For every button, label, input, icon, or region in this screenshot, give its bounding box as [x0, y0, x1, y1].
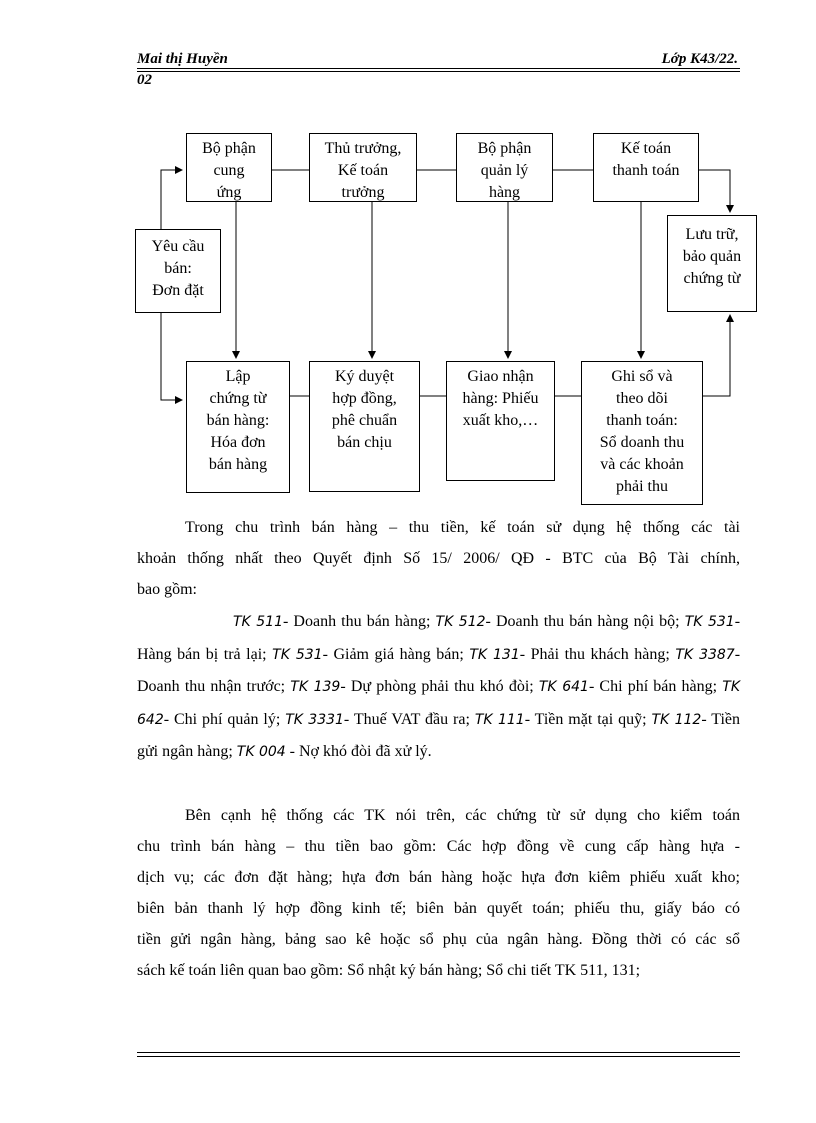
box-line: Kế toán: [337, 162, 389, 179]
box-director: [309, 133, 417, 202]
box-line: Sổ doanh thu: [599, 434, 685, 451]
box-line: Thủ trưởng,: [324, 140, 402, 157]
box-line: Ký duyệt: [334, 368, 395, 385]
box-line: Giao nhận: [467, 368, 534, 385]
text-line: bao gồm:: [137, 581, 197, 598]
box-ledger-recording: [581, 361, 703, 505]
box-line: và các khoản: [600, 456, 684, 473]
footer-rule-bottom: [137, 1056, 740, 1057]
account-desc: - Thuế VAT đầu ra;: [343, 710, 475, 728]
account-code: TK 512: [435, 614, 486, 630]
box-line: thanh toán:: [606, 412, 678, 429]
account-desc: - Doanh thu bán hàng;: [283, 613, 436, 630]
account-code: TK 3331: [285, 711, 344, 728]
box-line: theo dõi: [616, 390, 668, 407]
box-line: quản lý: [480, 162, 529, 179]
paragraph-documents: [137, 800, 740, 986]
account-code: TK 3387: [675, 646, 735, 663]
account-code: TK 642: [137, 679, 740, 728]
box-line: Kế toán: [620, 140, 672, 157]
box-line: thanh toán: [612, 162, 680, 179]
box-line: hàng: [488, 184, 521, 201]
account-desc: - Phải thu khách hàng;: [519, 645, 676, 663]
box-line: Lập: [225, 368, 251, 385]
text-line: Trong chu trình bán hàng – thu tiền, kế toán sử dụng hệ thống các tài: [185, 519, 740, 536]
box-line: Đơn đặt: [152, 282, 204, 299]
account-code: TK 531: [272, 646, 323, 663]
account-desc: - Hàng bán bị trả lại;: [137, 613, 741, 663]
box-line: bán chịu: [337, 434, 392, 451]
account-desc: - Doanh thu bán hàng nội bộ;: [485, 613, 685, 630]
account-code: TK 139: [290, 679, 341, 695]
box-line: phê chuẩn: [331, 412, 398, 429]
box-line: Hóa đơn: [210, 434, 266, 451]
box-line: bán:: [164, 260, 192, 277]
account-desc: - Tiền mặt tại quỹ;: [524, 710, 652, 728]
account-desc: - Doanh thu nhận trước;: [137, 645, 741, 695]
arrow-request-to-supply: [161, 170, 182, 229]
box-line: Bộ phận: [202, 140, 256, 157]
box-payment-accounting: [593, 133, 699, 202]
arrow-to-storage: [699, 170, 730, 212]
account-code: TK 131: [469, 646, 520, 663]
box-line: hàng: Phiếu: [462, 390, 539, 407]
box-line: phải thu: [616, 478, 668, 495]
account-desc: - Tiền gửi ngân hàng;: [137, 710, 741, 760]
box-line: bảo quản: [682, 248, 742, 265]
header-class-continued: 02: [137, 72, 152, 88]
account-desc: - Chi phí bán hàng;: [588, 678, 723, 695]
account-desc: - Dự phòng phải thu khó đòi;: [340, 678, 539, 695]
box-line: Yêu cầu: [151, 238, 205, 255]
box-contract-approval: [309, 361, 420, 492]
text-line: chu trình bán hàng – thu tiền bao gồm: Các hợp đồng về cung cấp hàng hựa -: [137, 838, 740, 855]
account-code: TK 111: [474, 711, 525, 728]
header-class: Lớp K43/22.: [661, 51, 738, 67]
box-line: bán hàng: [208, 456, 268, 473]
box-line: Bộ phận: [477, 140, 532, 157]
paragraph-accounts: [137, 606, 740, 769]
box-line: Lưu trữ,: [685, 226, 739, 243]
box-line: cung: [213, 162, 245, 179]
box-warehouse-dept: [456, 133, 553, 202]
arrow-request-to-invoice: [161, 313, 182, 400]
text-line: biên bản thanh lý hợp đồng kinh tế; biên bản quyết toán; phiếu thu, giấy báo có: [137, 900, 740, 917]
text-line: sách kế toán liên quan bao gồm: Sổ nhật ký bán hàng; Sổ chi tiết TK 511, 131;: [137, 962, 641, 979]
box-goods-delivery: [446, 361, 555, 481]
box-line: hợp đồng,: [332, 390, 397, 407]
account-code: TK 112: [651, 711, 702, 728]
box-line: xuất kho,…: [462, 412, 539, 429]
box-supply-dept: [186, 133, 272, 202]
box-line: trưởng: [341, 184, 385, 201]
box-document-storage: [667, 215, 757, 312]
account-code: TK 641: [538, 679, 589, 695]
box-line: ứng: [216, 184, 242, 201]
arrow-ledger-to-storage: [703, 315, 730, 396]
box-sales-invoice: [186, 361, 290, 493]
text-line: khoản thống nhất theo Quyết định Số 15/ 2006/ QĐ - BTC của Bộ Tài chính,: [137, 550, 740, 567]
header-author: Mai thị Huyền: [137, 51, 228, 67]
account-code: TK 531: [684, 614, 735, 630]
text-line: tiền gửi ngân hàng, bảng sao kê hoặc sổ phụ của ngân hàng. Đồng thời có các sổ: [137, 931, 740, 948]
box-line: Ghi sổ và: [611, 368, 673, 385]
box-line: bán hàng:: [206, 412, 270, 429]
box-sales-request: [135, 229, 221, 313]
account-code: TK 004: [236, 744, 286, 760]
footer-rule-top: [137, 1052, 740, 1053]
account-code: TK 511: [233, 614, 283, 630]
text-line: dịch vụ; các đơn đặt hàng; hựa đơn bán hàng hoặc hựa đơn kiêm phiếu xuất kho;: [137, 869, 740, 886]
account-desc: - Giảm giá hàng bán;: [322, 645, 470, 663]
paragraph-intro: [137, 512, 740, 605]
box-line: chứng từ: [683, 270, 741, 287]
account-desc: - Nợ khó đòi đã xử lý.: [285, 743, 432, 760]
text-line: Bên cạnh hệ thống các TK nói trên, các chứng từ sử dụng cho kiểm toán: [185, 807, 740, 824]
account-desc: - Chi phí quản lý;: [163, 710, 286, 728]
box-line: chứng từ: [209, 390, 267, 407]
